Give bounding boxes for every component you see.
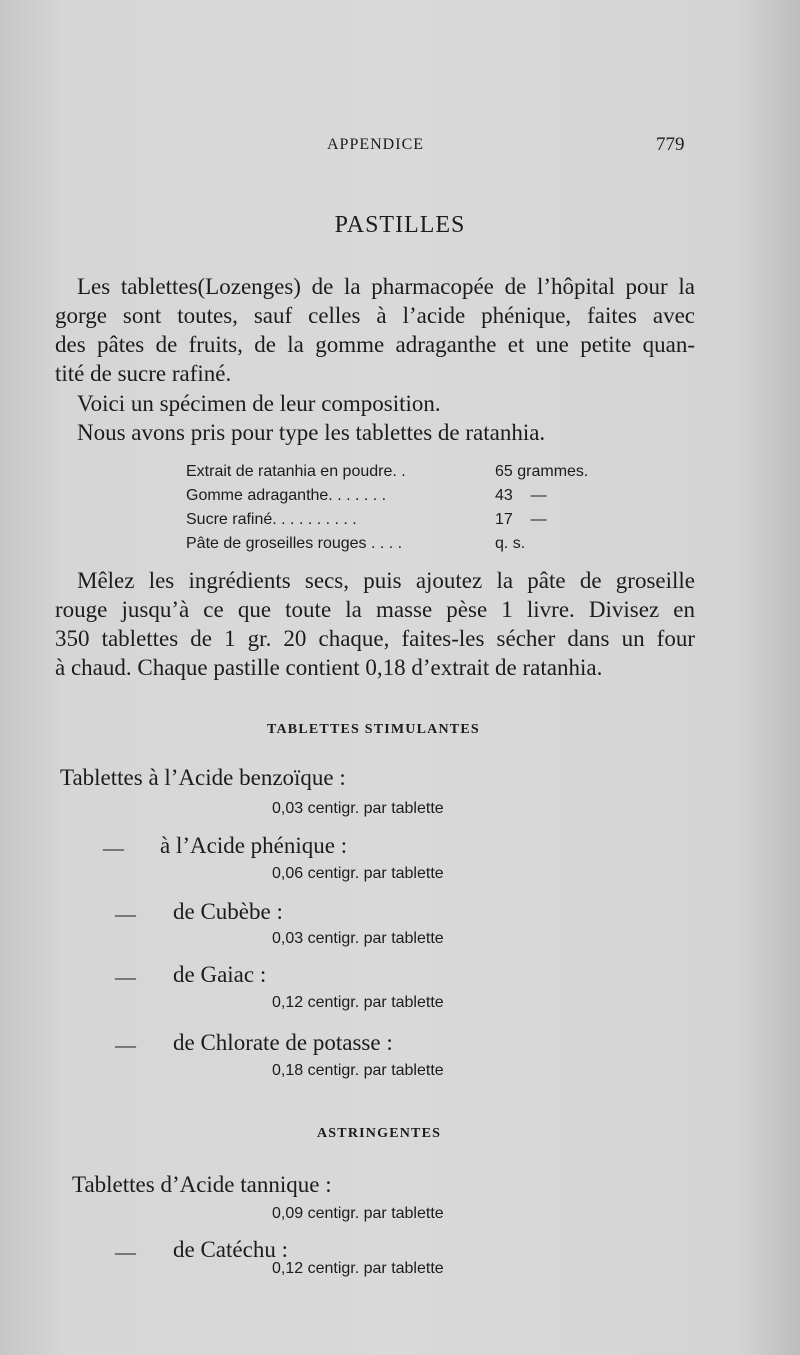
entry-dose: 0,03 centigr. par tablette	[272, 930, 444, 947]
recipe-row	[186, 484, 606, 508]
ditto-dash: —	[115, 965, 136, 989]
text-line: gorge sont toutes, sauf celles à l’acide phénique, faites avec	[55, 303, 695, 328]
ditto-dash: —	[103, 836, 124, 860]
ditto-dash: —	[115, 1240, 136, 1264]
method-paragraph	[55, 566, 695, 682]
intro-paragraph	[55, 272, 695, 388]
text-line: tité de sucre rafiné.	[55, 361, 232, 386]
page-number: 779	[656, 134, 685, 155]
running-head: APPENDICE	[327, 136, 425, 153]
entry-name: Tablettes d’Acide tannique :	[72, 1172, 332, 1197]
recipe-table	[186, 460, 606, 556]
entry-name: de Gaiac :	[173, 962, 267, 987]
entry-name: de Chlorate de potasse :	[173, 1030, 393, 1055]
recipe-row	[186, 532, 606, 556]
quantity: 65 grammes.	[495, 463, 589, 480]
entry-dose: 0,18 centigr. par tablette	[272, 1062, 444, 1079]
entry-dose: 0,03 centigr. par tablette	[272, 800, 444, 817]
ingredient: Pâte de groseilles rouges . . . .	[186, 535, 403, 552]
recipe-row	[186, 508, 606, 532]
entry-dose: 0,06 centigr. par tablette	[272, 865, 444, 882]
text-line: des pâtes de fruits, de la gomme adraganthe et une petite quan-	[55, 332, 695, 357]
text-line: Mêlez les ingrédients secs, puis ajoutez la pâte de groseille	[77, 568, 695, 593]
text-line: rouge jusqu’à ce que toute la masse pèse 1 livre. Divisez en	[55, 597, 695, 622]
entry-name: Tablettes à l’Acide benzoïque :	[60, 765, 346, 790]
page-title: PASTILLES	[334, 212, 466, 238]
ingredient: Gomme adraganthe. . . . . . .	[186, 487, 387, 504]
entry-dose: 0,12 centigr. par tablette	[272, 1260, 444, 1277]
entry-name: de Cubèbe :	[173, 899, 283, 924]
specimen-sentence: Voici un spécimen de leur composition.	[77, 391, 441, 416]
entry-dose: 0,12 centigr. par tablette	[272, 994, 444, 1011]
ingredient: Sucre rafiné. . . . . . . . . .	[186, 511, 357, 528]
entry-dose: 0,09 centigr. par tablette	[272, 1205, 444, 1222]
quantity: 17 —	[495, 511, 547, 528]
ditto-dash: —	[115, 1033, 136, 1057]
ingredient: Extrait de ratanhia en poudre. .	[186, 463, 406, 480]
type-sentence: Nous avons pris pour type les tablettes de ratanhia.	[77, 420, 546, 445]
text-line: Les tablettes(Lozenges) de la pharmacopée de l’hôpital pour la	[77, 274, 695, 299]
text-line: à chaud. Chaque pastille contient 0,18 d’extrait de ratanhia.	[55, 655, 603, 680]
text-line: 350 tablettes de 1 gr. 20 chaque, faites-les sécher dans un four	[55, 626, 695, 651]
quantity: q. s.	[495, 535, 526, 552]
entry-name: de Catéchu :	[173, 1237, 288, 1262]
entry-name: à l’Acide phénique :	[160, 833, 348, 858]
quantity: 43 —	[495, 487, 547, 504]
section-heading-astringentes: ASTRINGENTES	[317, 1126, 442, 1141]
ditto-dash: —	[115, 902, 136, 926]
recipe-row	[186, 460, 606, 484]
section-heading-stimulantes: TABLETTES STIMULANTES	[267, 722, 480, 737]
